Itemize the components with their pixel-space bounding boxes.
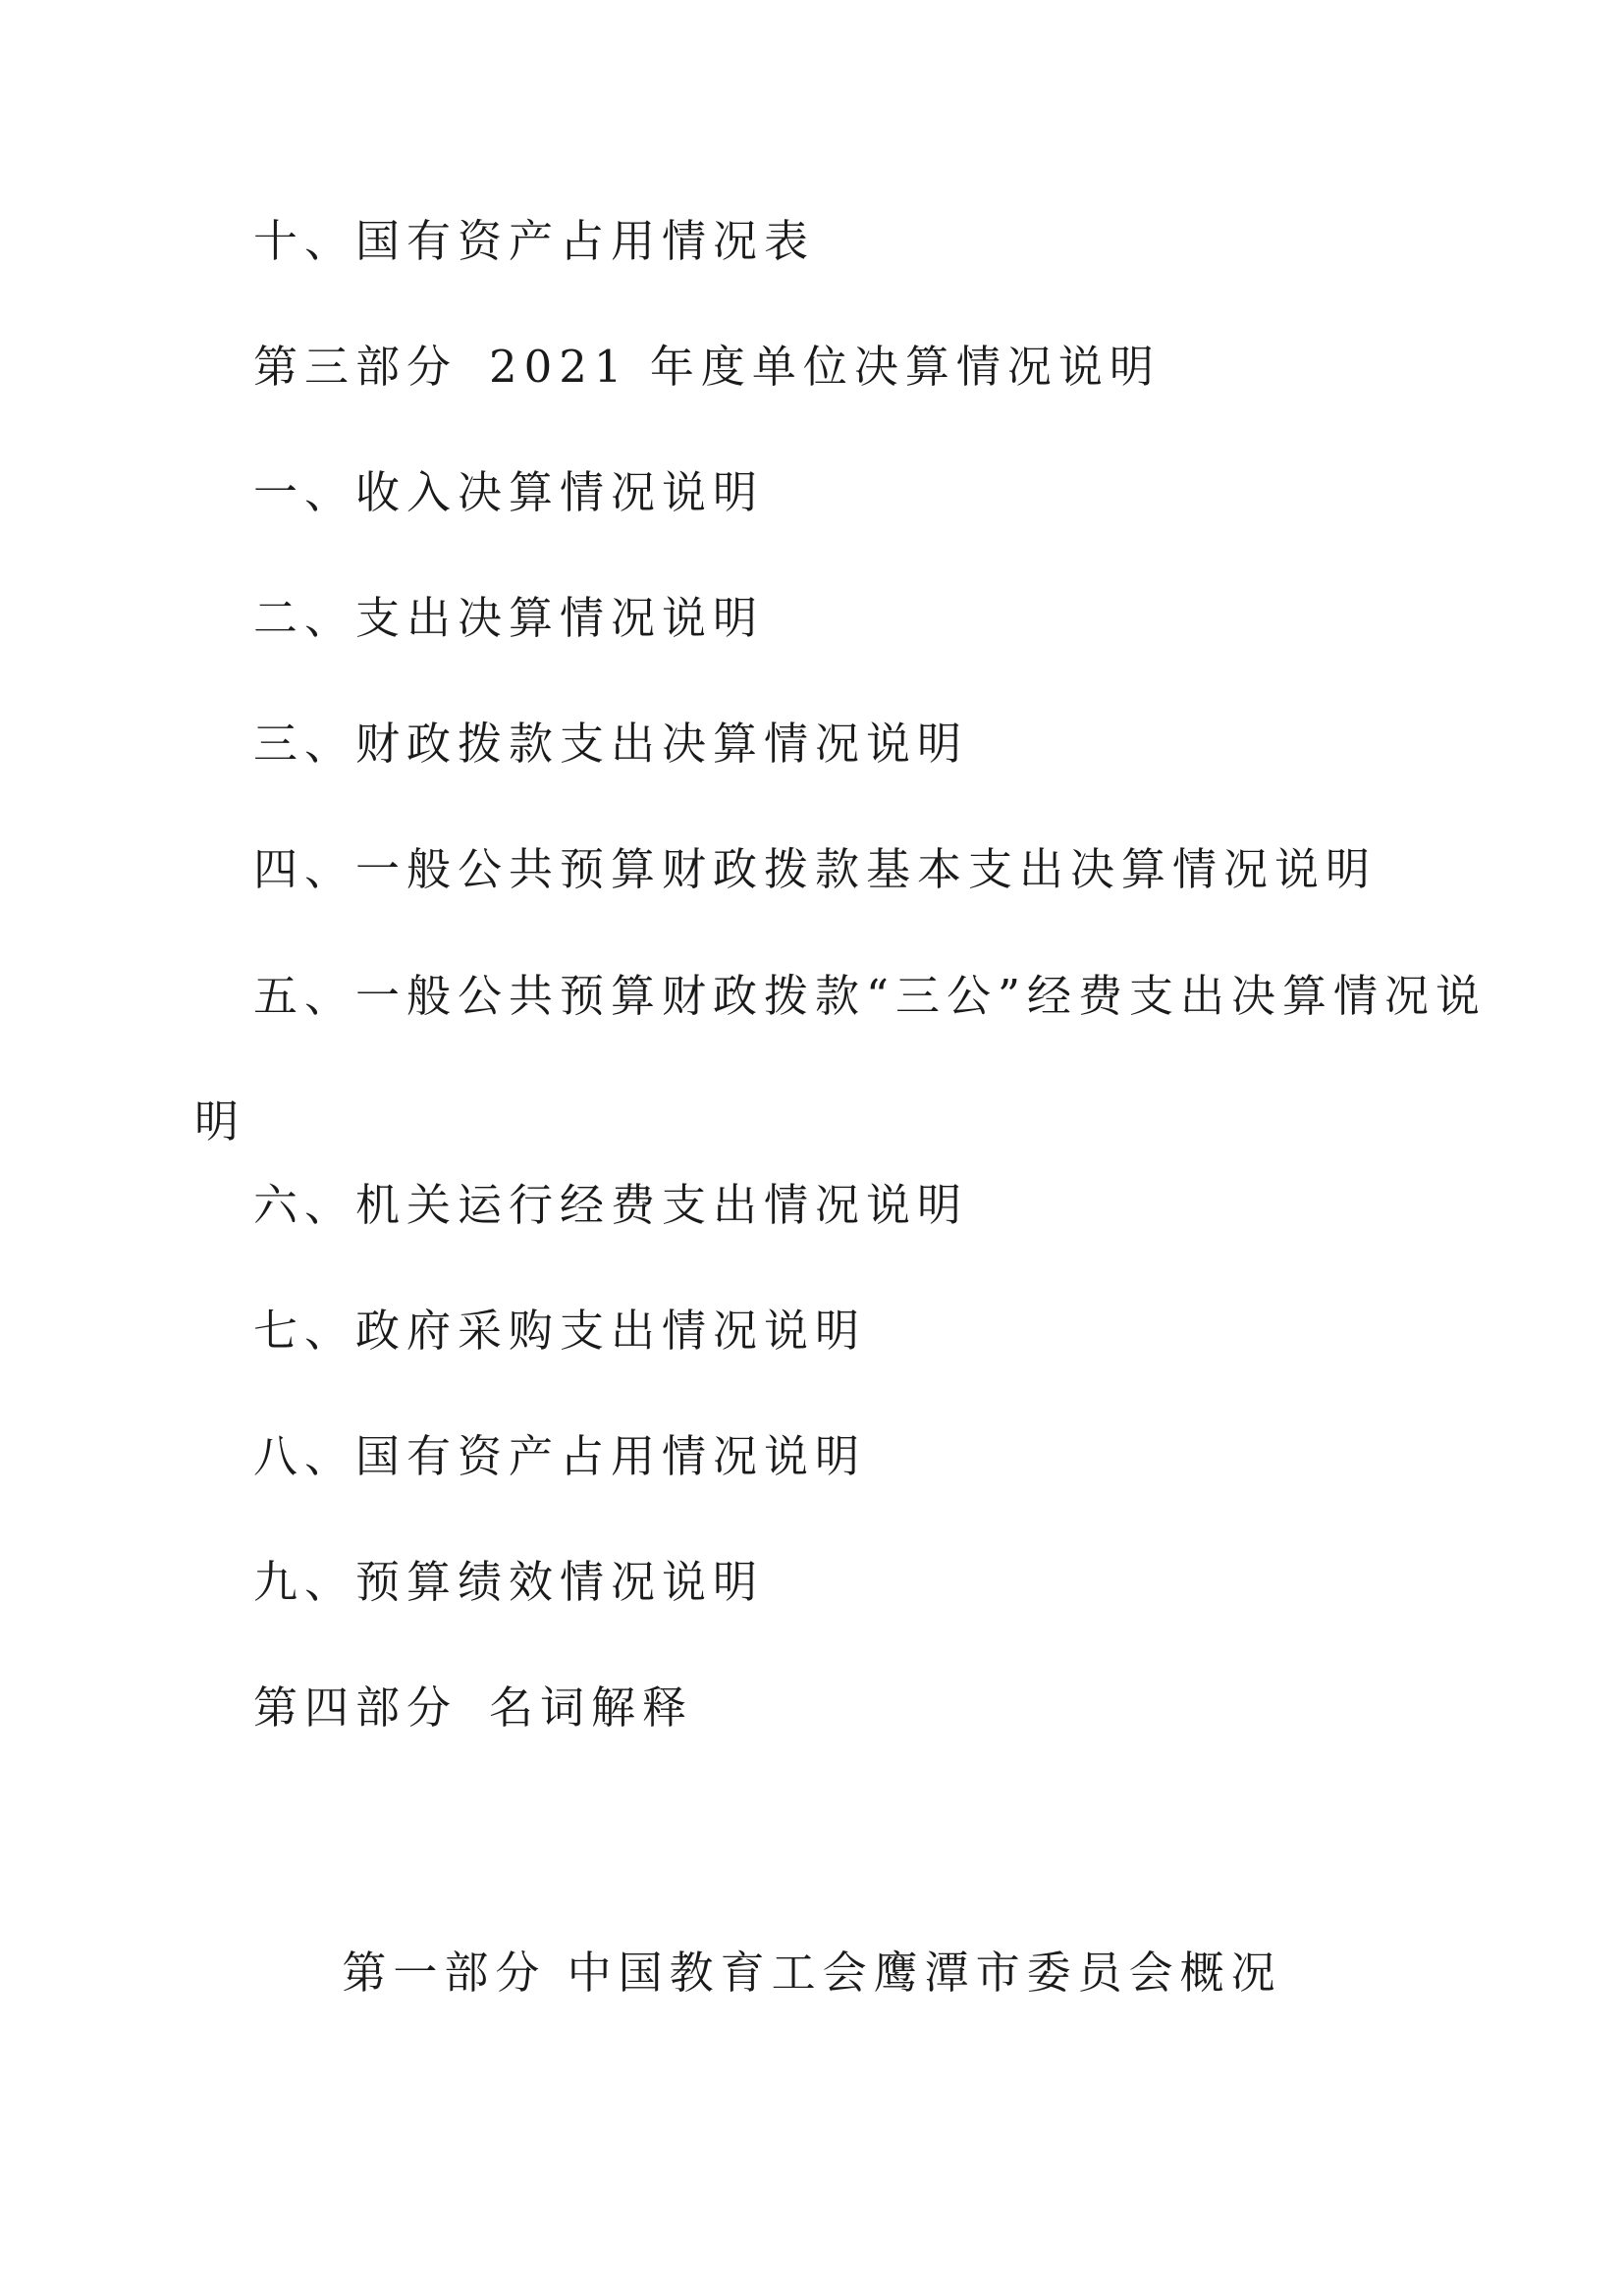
toc-item-10: 十、国有资产占用情况表 (253, 215, 816, 267)
toc-item-performance: 九、预算绩效情况说明 (253, 1556, 765, 1608)
part1-heading: 第一部分 中国教育工会鹰潭市委员会概况 (342, 1947, 1282, 1999)
toc-part4-title: 名词解释 (489, 1682, 694, 1734)
toc-item-basic-expenditure: 四、一般公共预算财政拨款基本支出决算情况说明 (253, 843, 1378, 895)
toc-item-three-public (194, 967, 1488, 1148)
toc-item-income: 一、收入决算情况说明 (253, 466, 765, 518)
toc-item-state-assets: 八、国有资产占用情况说明 (253, 1430, 867, 1482)
toc-part4-label: 第四部分 (253, 1682, 459, 1734)
toc-item-fiscal-appropriation: 三、财政拨款支出决算情况说明 (253, 718, 969, 770)
toc-part3-heading (253, 338, 1161, 397)
toc-item-procurement: 七、政府采购支出情况说明 (253, 1305, 867, 1357)
toc-part3-title: 2021 年度单位决算情况说明 (489, 341, 1161, 393)
toc-part3-label: 第三部分 (253, 341, 459, 393)
toc-item-three-public-line2: 明 (194, 1095, 246, 1148)
toc-item-expenditure: 二、支出决算情况说明 (253, 592, 765, 644)
toc-item-operating-expenses: 六、机关运行经费支出情况说明 (253, 1179, 969, 1231)
toc-item-three-public-line1: 五、一般公共预算财政拨款“三公”经费支出决算情况说 (253, 970, 1488, 1022)
toc-part4-heading (253, 1679, 693, 1737)
